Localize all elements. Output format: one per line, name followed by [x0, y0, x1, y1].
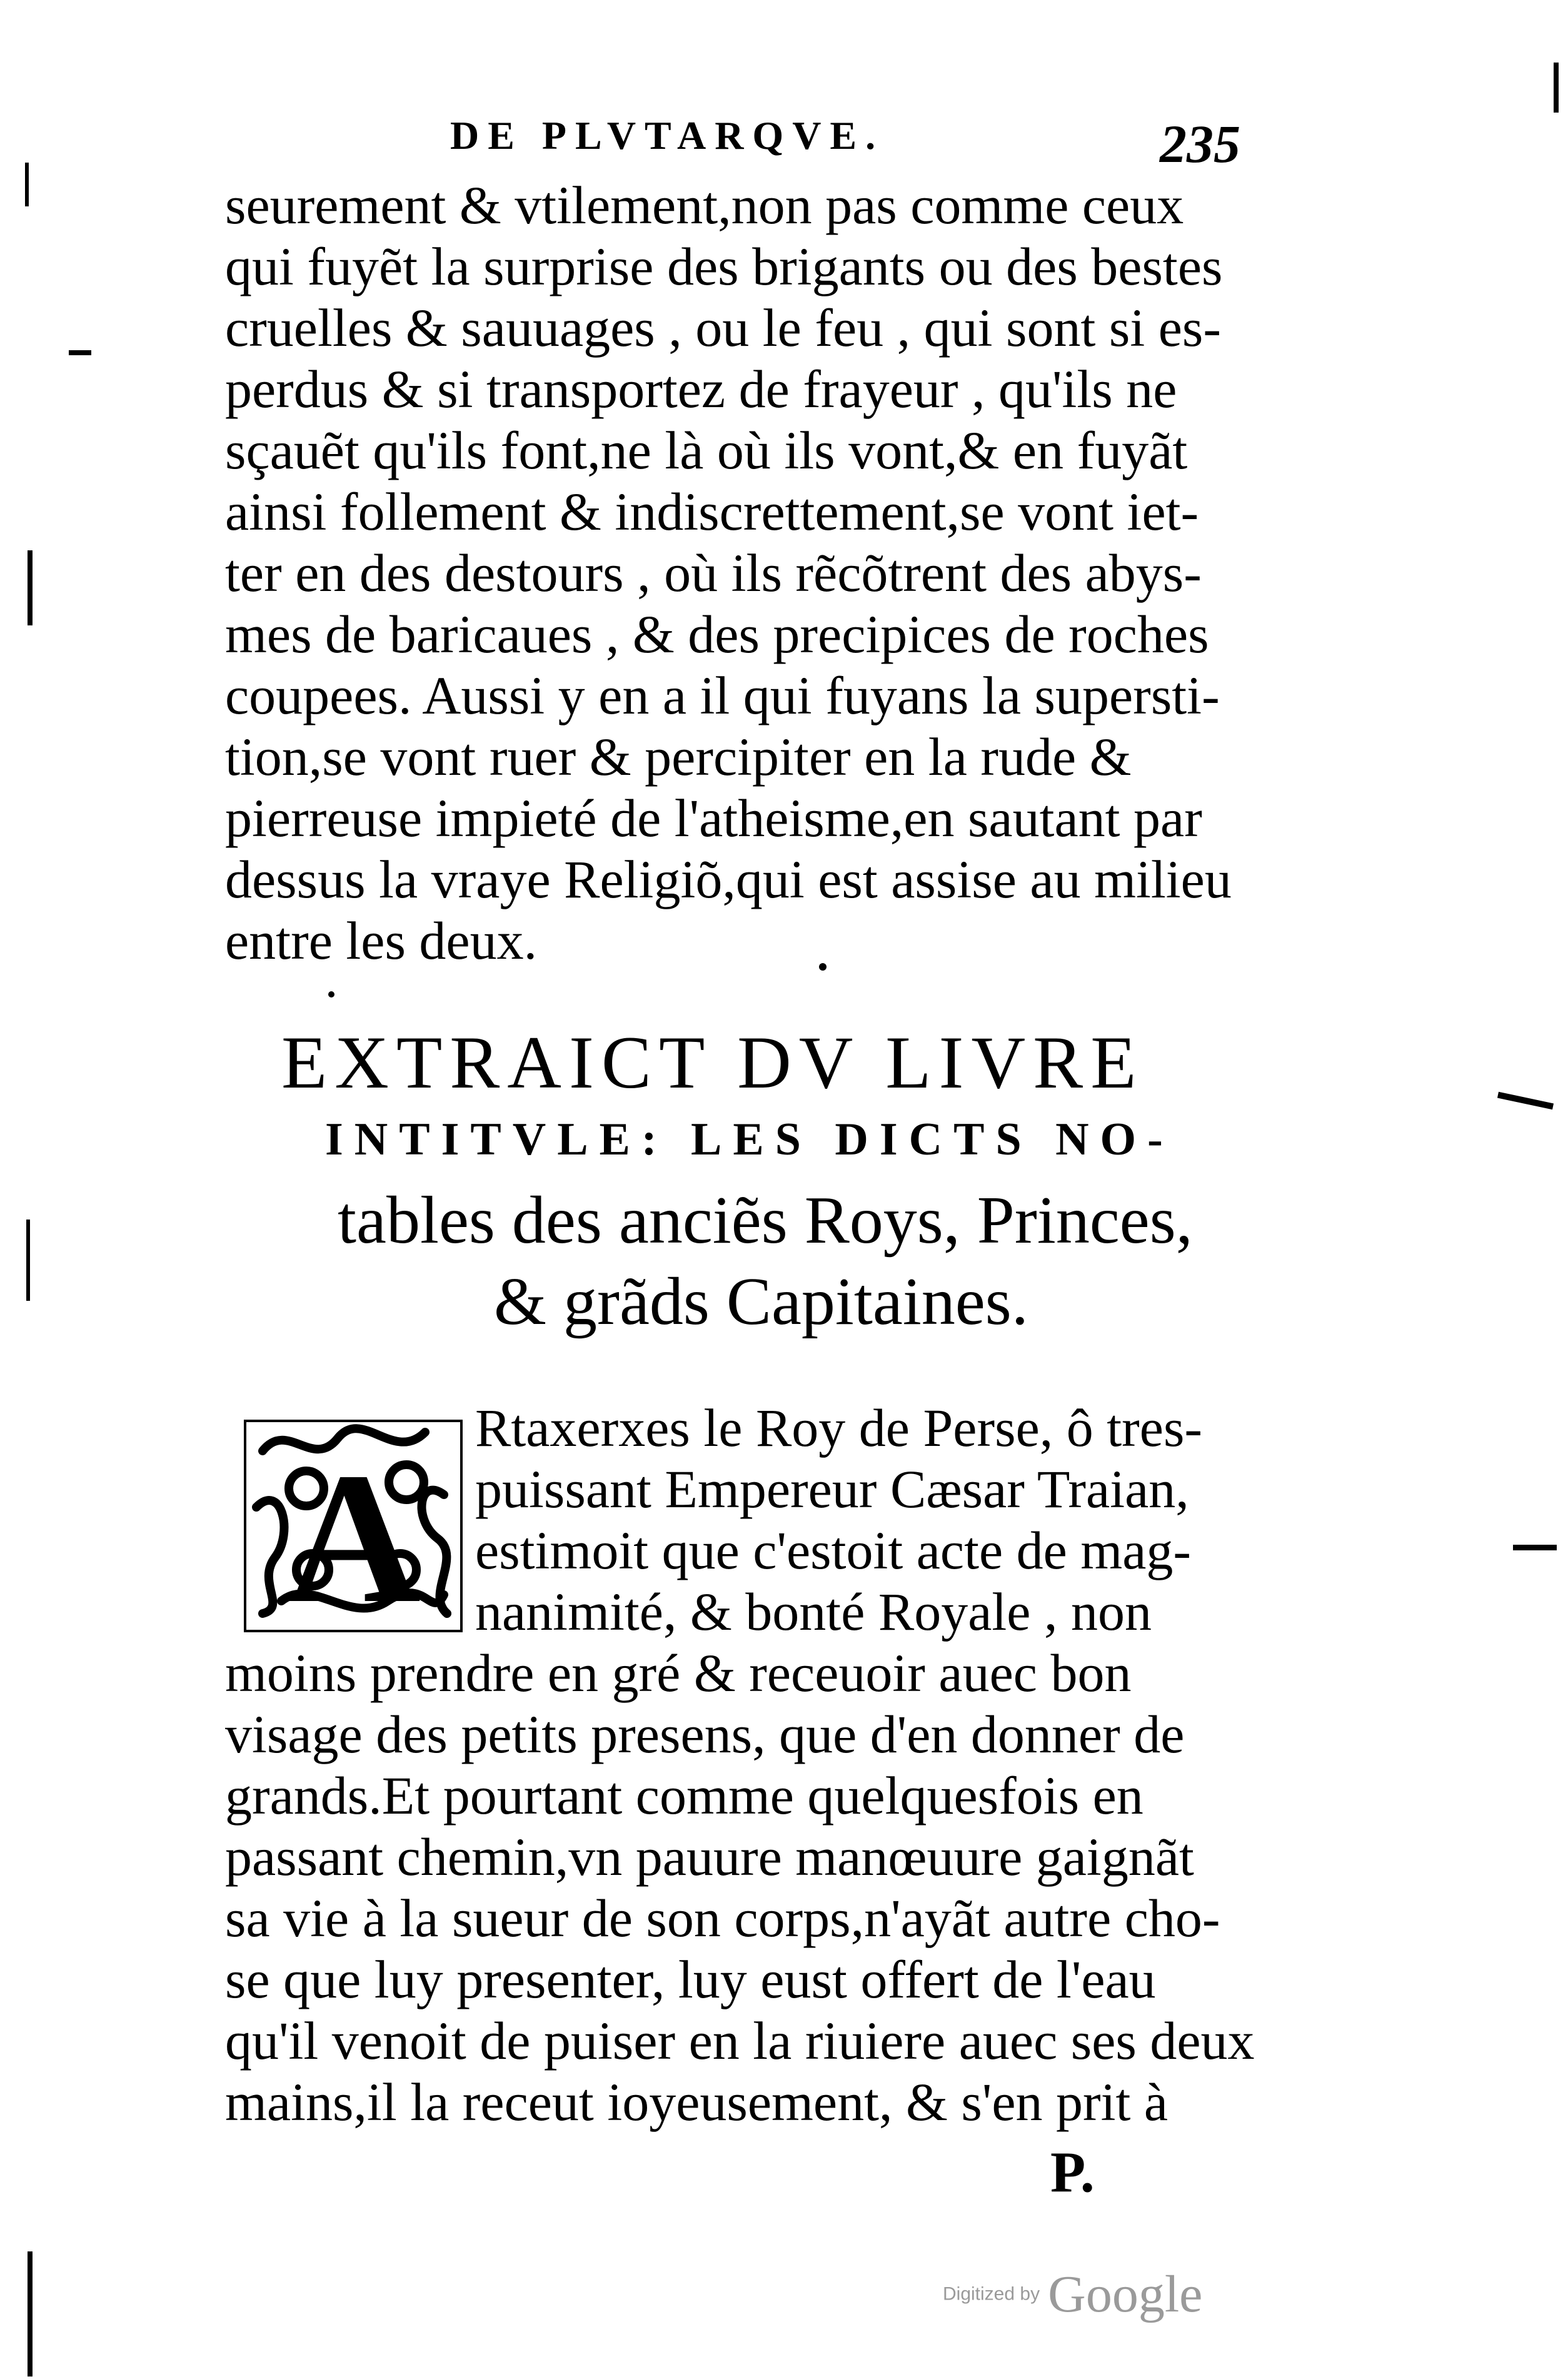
text-line: pierreuse impieté de l'atheisme,en sautant par	[225, 788, 1202, 848]
watermark-brand: Google	[1048, 2265, 1203, 2323]
text-line: qui fuyẽt la surprise des brigants ou des bestes	[225, 236, 1223, 296]
text-line: tion,se vont ruer & percipiter en la rude &	[225, 727, 1132, 787]
dropcap-letter: A	[285, 1434, 421, 1639]
text-line: perdus & si transportez de frayeur , qu'ils ne	[225, 359, 1177, 419]
text-line: grands.Et pourtant comme quelquesfois en	[225, 1765, 1143, 1826]
text-line: Rtaxerxes le Roy de Perse, ô tres-	[475, 1398, 1203, 1458]
text-line: qu'il venoit de puiser en la riuiere auec ses deux	[225, 2011, 1255, 2071]
signature-mark: P.	[1050, 2140, 1095, 2204]
text-line: sçauẽt qu'ils font,ne là où ils vont,& en fuyãt	[225, 420, 1188, 480]
text-line: dessus la vraye Religiõ,qui est assise au milieu	[225, 849, 1232, 909]
text-line: ter en des destours , où ils rẽcõtrent des abys-	[225, 543, 1202, 603]
text-line: estimoit que c'estoit acte de mag-	[475, 1520, 1192, 1580]
text-line: coupees. Aussi y en a il qui fuyans la supersti-	[225, 665, 1220, 725]
text-line: cruelles & sauuages , ou le feu , qui sont si es-	[225, 298, 1222, 358]
google-watermark	[943, 2264, 1255, 2326]
text-line: visage des petits presens, que d'en donner de	[225, 1704, 1185, 1764]
text-line: puissant Empereur Cæsar Traian,	[475, 1459, 1189, 1519]
section-title-line-2: INTITVLE: LES DICTS NO-	[325, 1114, 1174, 1165]
section-title-line-4: & grãds Capitaines.	[494, 1265, 1028, 1339]
text-line: sa vie à la sueur de son corps,n'ayãt autre cho-	[225, 1888, 1220, 1948]
text-line: passant chemin,vn pauure manœuure gaignãt	[225, 1827, 1194, 1887]
watermark-prefix: Digitized by	[943, 2283, 1040, 2305]
text-line: ainsi follement & indiscrettement,se vont iet-	[225, 482, 1199, 542]
running-title: DE PLVTARQVE.	[450, 113, 885, 158]
text-line: entre les deux.	[225, 911, 538, 971]
text-line: se que luy presenter, luy eust offert de l'eau	[225, 1949, 1156, 2009]
text-line: moins prendre en gré & receuoir auec bon	[225, 1643, 1132, 1703]
text-line: nanimité, & bonté Royale , non	[475, 1582, 1152, 1642]
page-number: 235	[1160, 114, 1240, 174]
section-title-line-1: EXTRAICT DV LIVRE	[281, 1021, 1144, 1104]
text-line: seurement & vtilement,non pas comme ceux	[225, 175, 1184, 235]
ornamental-initial-icon	[238, 1413, 469, 1639]
section-title-line-3: tables des anciẽs Roys, Princes,	[338, 1183, 1193, 1258]
text-line: mains,il la receut ioyeusement, & s'en prit à	[225, 2072, 1168, 2132]
text-line: mes de baricaues , & des precipices de roches	[225, 604, 1209, 664]
